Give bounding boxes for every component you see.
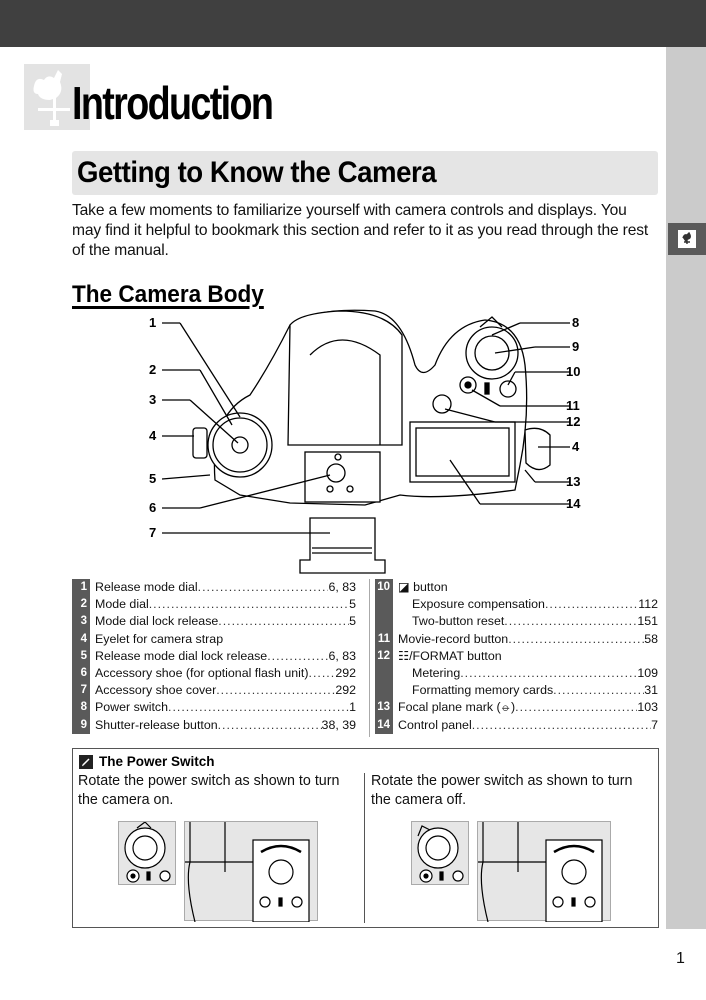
weathervane-rooster-icon (678, 230, 696, 248)
legend-item (72, 648, 356, 665)
legend-item (72, 699, 356, 716)
legend-left (72, 579, 356, 734)
legend-divider (369, 579, 370, 737)
legend-label: Exposure compensation (412, 597, 545, 612)
legend-page-ref[interactable]: 5 (349, 597, 356, 612)
legend-item (375, 648, 658, 665)
note-title: The Power Switch (99, 754, 215, 769)
legend-number: 2 (72, 596, 90, 613)
legend-label: Release mode dial lock release (95, 648, 268, 663)
legend-page-ref[interactable]: 103 (637, 700, 658, 715)
legend-subitem (375, 596, 658, 613)
legend-number (375, 665, 393, 682)
page-number: 1 (676, 950, 685, 967)
legend-label: Control panel (398, 717, 472, 732)
callout-14: 14 (566, 496, 581, 511)
legend-right (375, 579, 658, 734)
callout-9: 9 (572, 339, 580, 354)
camera-top-view (184, 821, 318, 921)
legend-number: 8 (72, 699, 90, 716)
legend-item (72, 665, 356, 682)
legend-label: Shutter-release button (95, 717, 218, 732)
callout-3: 3 (149, 392, 157, 407)
legend-page-ref[interactable]: 31 (644, 683, 658, 698)
legend-label: Formatting memory cards (412, 683, 554, 698)
legend-number: 11 (375, 631, 393, 648)
intro-paragraph: Take a few moments to familiarize yourself with camera controls and displays. You may find it helpful to bookmark this section and refer to it as you read through the rest of the manual. (72, 202, 649, 259)
callout-5: 5 (149, 471, 157, 486)
chapter-tab-introduction[interactable] (668, 223, 706, 255)
legend-label: Eyelet for camera strap (95, 631, 224, 646)
legend-number: 4 (72, 631, 90, 648)
legend-number: 5 (72, 648, 90, 665)
legend-page-ref[interactable]: 1 (349, 700, 356, 715)
legend-label: ◪ button (398, 580, 448, 594)
callout-6: 6 (149, 500, 157, 515)
legend-item (72, 579, 356, 596)
legend-page-ref[interactable]: 5 (349, 614, 356, 629)
legend-page-ref[interactable]: 292 (335, 683, 356, 698)
legend-number: 12 (375, 648, 393, 665)
callout-7: 7 (149, 525, 157, 540)
legend-number: 3 (72, 613, 90, 630)
callout-2: 2 (149, 362, 157, 377)
legend-item (72, 596, 356, 613)
note-header (79, 754, 215, 769)
legend-subitem (375, 613, 658, 630)
legend-page-ref[interactable]: 6, 83 (328, 580, 356, 594)
legend-number: 10 (375, 579, 393, 596)
callout-13: 13 (566, 474, 581, 489)
callout-12: 12 (566, 414, 581, 429)
legend-label: Release mode dial (95, 580, 198, 594)
legend-label: Two-button reset (412, 614, 505, 629)
legend-label: Accessory shoe cover (95, 683, 217, 698)
legend-subitem (375, 665, 658, 682)
callout-1: 1 (149, 315, 157, 330)
legend-item (72, 682, 356, 699)
power-switch-closeup (118, 821, 176, 885)
legend-label: Metering (412, 665, 461, 680)
legend-label: Mode dial (95, 597, 149, 612)
legend-number: 7 (72, 682, 90, 699)
legend-number (375, 613, 393, 630)
legend-number (375, 682, 393, 699)
section-title: Getting to Know the Camera (77, 156, 437, 189)
legend-item (375, 717, 658, 734)
callout-8: 8 (572, 315, 580, 330)
power-switch-closeup (411, 821, 469, 885)
legend-page-ref[interactable]: 7 (651, 717, 658, 732)
legend-page-ref[interactable]: 109 (637, 665, 658, 680)
note-on-text: Rotate the power switch as shown to turn the camera on. (78, 773, 340, 808)
camera-body-diagram (140, 305, 590, 575)
note-divider (364, 773, 365, 923)
legend-page-ref[interactable]: 38, 39 (321, 717, 356, 732)
power-switch-note (72, 748, 659, 928)
legend-item (72, 613, 356, 630)
camera-top-view (477, 821, 611, 921)
legend-page-ref[interactable]: 151 (637, 614, 658, 629)
legend-label: Movie-record button (398, 631, 509, 646)
legend-item (375, 699, 658, 716)
legend-item (72, 717, 356, 734)
legend-page-ref[interactable]: 6, 83 (328, 648, 356, 663)
legend-number: 1 (72, 579, 90, 596)
legend-item (375, 631, 658, 648)
legend-page-ref[interactable]: 112 (638, 597, 658, 612)
top-header-bar (0, 0, 706, 47)
legend-label: Focal plane mark (⦵) (398, 700, 516, 715)
legend-number (375, 596, 393, 613)
callout-11: 11 (566, 398, 580, 413)
callout-4-right: 4 (572, 439, 580, 454)
legend-subitem (375, 682, 658, 699)
callout-10: 10 (566, 364, 581, 379)
legend-number: 9 (72, 717, 90, 734)
legend-item (72, 631, 356, 648)
legend-label: Mode dial lock release (95, 614, 219, 629)
subsection-title: The Camera Body (72, 281, 264, 308)
legend-item (375, 579, 658, 596)
legend-number: 14 (375, 717, 393, 734)
note-off-text: Rotate the power switch as shown to turn the camera off. (371, 773, 633, 808)
chapter-title: Introduction (72, 77, 273, 129)
legend-number: 6 (72, 665, 90, 682)
legend-page-ref[interactable]: 58 (644, 631, 658, 646)
legend-number: 13 (375, 699, 393, 716)
side-chapter-strip (666, 47, 706, 929)
legend-label: Accessory shoe (for optional flash unit) (95, 665, 309, 680)
legend-label: ☷/FORMAT button (398, 648, 502, 663)
legend-label: Power switch (95, 700, 168, 715)
callout-4-left: 4 (149, 428, 157, 443)
pencil-note-icon (79, 755, 93, 769)
legend-page-ref[interactable]: 292 (335, 665, 356, 680)
